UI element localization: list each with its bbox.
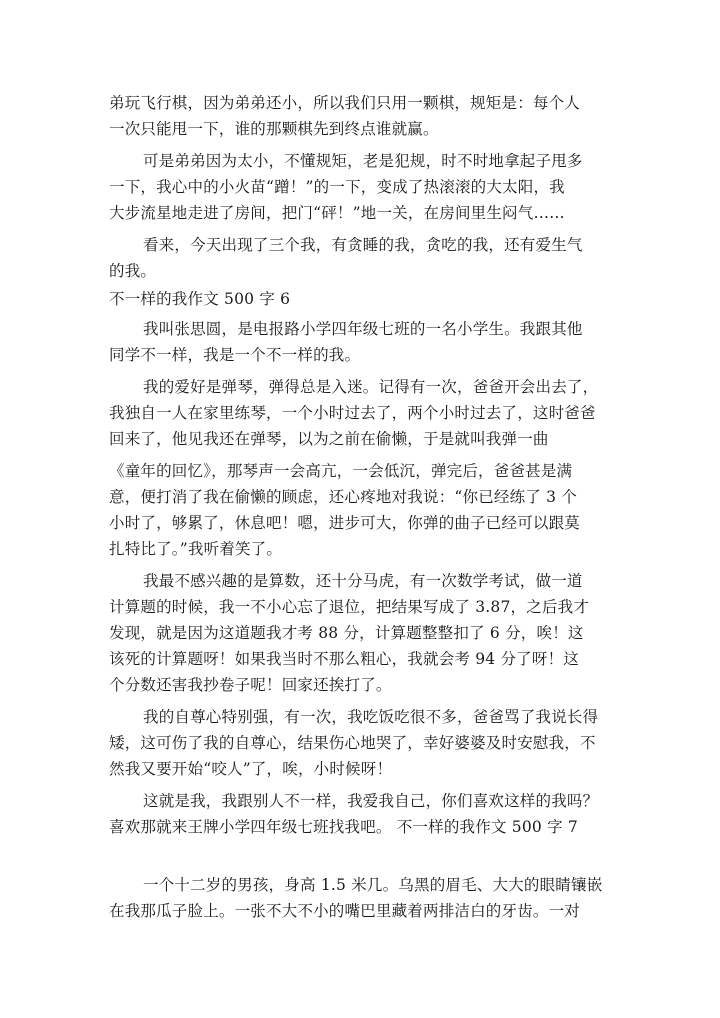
text-line: 矮，这可伤了我的自尊心，结果伤心地哭了，幸好婆婆及时安慰我，不 [109,734,596,752]
text-line: 计算题的时候，我一不小心忘了退位，把结果写成了 3.87，之后我才 [109,598,590,616]
text-line: 在我那瓜子脸上。一张不大不小的嘴巴里藏着两排洁白的牙齿。一对 [109,902,581,920]
text-line: 喜欢那就来王牌小学四年级七班找我吧。 不一样的我作文 500 字 7 [109,818,578,836]
paragraph-start: 我叫张思圆，是电报路小学四年级七班的一名小学生。我跟其他 [143,320,583,338]
paragraph-start: 可是弟弟因为太小，不懂规矩，老是犯规，时不时地拿起子甩多 [143,152,583,170]
text-line: 小时了，够累了，休息吧！嗯，进步可大，你弹的曲子已经可以跟莫 [109,514,581,532]
paragraph-start: 我的自尊心特别强，有一次，我吃饭吃很不多，爸爸骂了我说长得 [143,708,599,726]
section-heading: 不一样的我作文 500 字 6 [109,290,291,308]
text-line: 一次只能甩一下，谁的那颗棋先到终点谁就赢。 [109,120,439,138]
paragraph-start: 一个十二岁的男孩，身高 1.5 米几。乌黑的眉毛、大大的眼睛镶嵌 [143,876,603,894]
text-line: 个分数还害我抄卷子呢！回家还挨打了。 [109,676,392,694]
text-line: 一下，我心中的小火苗“蹭！”的一下，变成了热滚滚的大太阳，我 [109,178,565,196]
text-line: 同学不一样，我是一个不一样的我。 [109,346,361,364]
paragraph-start: 我最不感兴趣的是算数，还十分马虎，有一次数学考试，做一道 [143,572,583,590]
text-line: 的我。 [109,262,157,280]
paragraph-start: 这就是我，我跟别人不一样，我爱我自己，你们喜欢这样的我吗？ [143,792,599,810]
text-line: 然我又要开始“咬人”了，唉，小时候呀！ [109,760,393,778]
text-line: 意，便打消了我在偷懒的顾虑，还心疼地对我说：“你已经练了 3 个 [109,488,578,506]
paragraph-start: 看来，今天出现了三个我，有贪睡的我，贪吃的我，还有爱生气 [143,236,583,254]
text-line: 回来了，他见我还在弹琴，以为之前在偷懒，于是就叫我弹一曲 [109,430,549,448]
text-line: 《童年的回忆》，那琴声一会高亢，一会低沉，弹完后，爸爸甚是满 [109,462,573,480]
text-line: 发现，就是因为这道题我才考 88 分，计算题整整扣了 6 分，唉！这 [109,624,584,642]
paragraph-start: 我的爱好是弹琴，弹得总是入迷。记得有一次，爸爸开会出去了， [143,378,599,396]
text-line: 弟玩飞行棋，因为弟弟还小，所以我们只用一颗棋，规矩是：每个人 [109,94,581,112]
text-line: 该死的计算题呀！如果我当时不那么粗心，我就会考 94 分了呀！这 [109,650,579,668]
text-line: 大步流星地走进了房间，把门“砰！”地一关，在房间里生闷气…… [109,204,565,222]
text-line: 我独自一人在家里练琴，一个小时过去了，两个小时过去了，这时爸爸 [109,404,596,422]
text-line: 扎特比了。”我听着笑了。 [109,540,283,558]
